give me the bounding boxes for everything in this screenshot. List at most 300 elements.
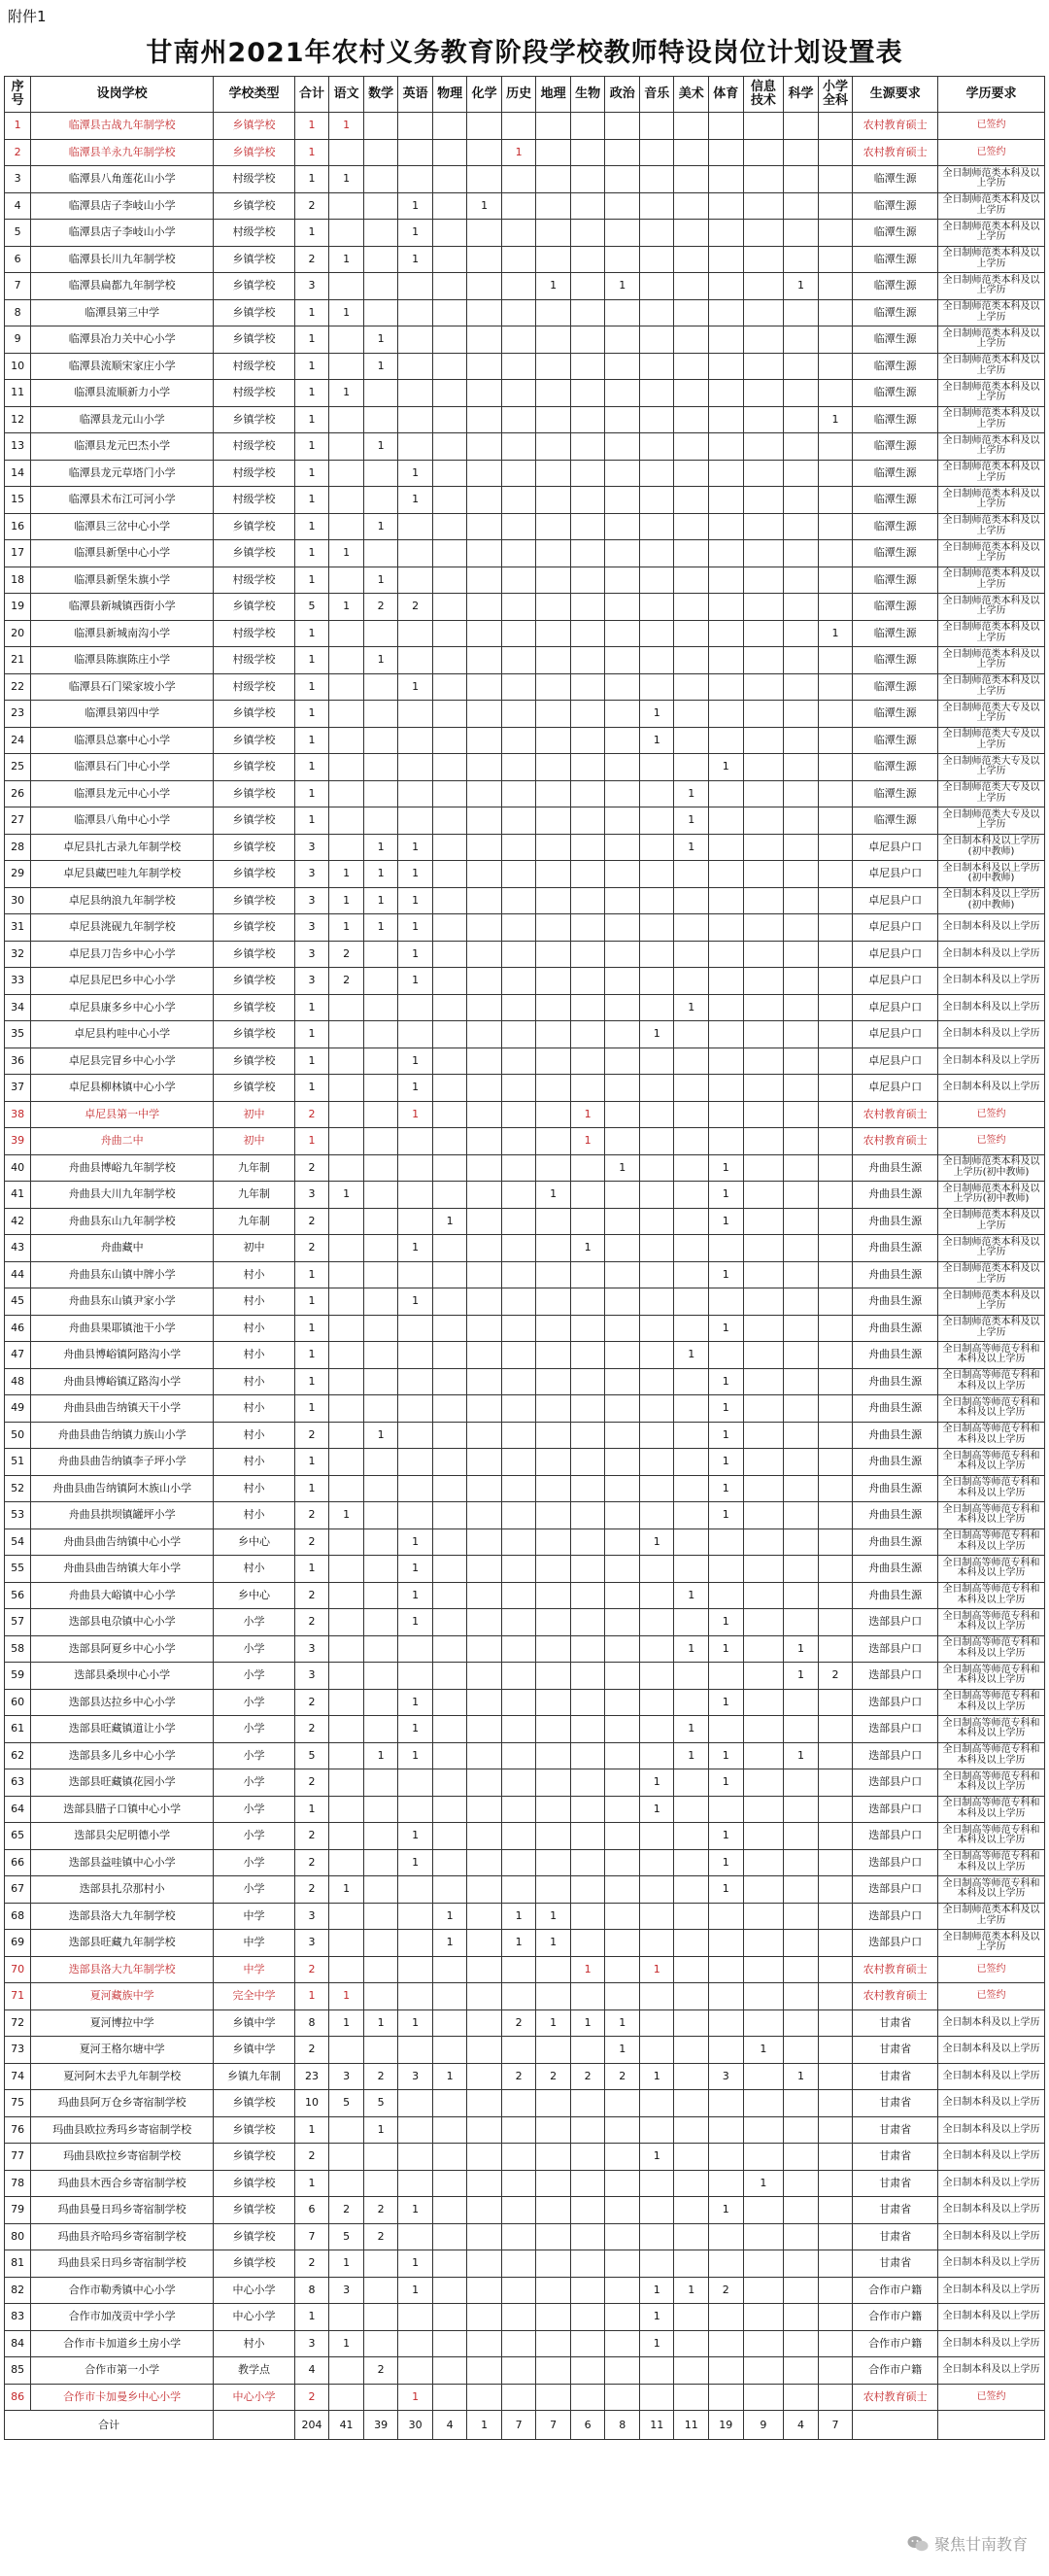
table-cell (605, 1288, 640, 1316)
table-cell: 全日制高等师范专科和本科及以上学历 (938, 1876, 1045, 1904)
table-cell: 3 (294, 1635, 329, 1663)
table-cell (432, 540, 467, 567)
table-cell (536, 1689, 571, 1716)
table-cell: 乡镇学校 (214, 887, 295, 914)
table-cell (639, 1475, 674, 1502)
table-cell (674, 2116, 709, 2144)
table-cell: 临潭县三岔中心小学 (31, 513, 214, 540)
table-cell: 全日制高等师范专科和本科及以上学历 (938, 1663, 1045, 1690)
table-cell: 舟曲县生源 (853, 1288, 938, 1316)
table-cell: 1 (294, 1796, 329, 1823)
table-cell (743, 1663, 784, 1690)
table-cell: 1 (708, 1502, 743, 1529)
table-cell: 村小 (214, 1422, 295, 1449)
table-cell (432, 2090, 467, 2117)
table-cell (743, 1716, 784, 1743)
table-cell (467, 433, 502, 461)
table-cell (784, 1422, 819, 1449)
table-cell (784, 2277, 819, 2304)
table-cell: 1 (708, 1769, 743, 1797)
table-cell (639, 2357, 674, 2385)
table-cell: 合作市户籍 (853, 2277, 938, 2304)
table-cell (467, 1796, 502, 1823)
table-cell (329, 273, 364, 300)
table-cell: 临潭县龙元山小学 (31, 406, 214, 433)
table-cell: 1 (329, 914, 364, 942)
table-cell (674, 1663, 709, 1690)
table-cell (467, 220, 502, 247)
table-cell: 2 (398, 594, 433, 621)
table-cell (784, 380, 819, 407)
table-cell: 临潭生源 (853, 460, 938, 487)
table-cell: 1 (363, 914, 398, 942)
table-cell (501, 1449, 536, 1476)
table-cell: 85 (5, 2357, 31, 2385)
table-cell: 舟曲县生源 (853, 1582, 938, 1609)
table-cell (501, 1796, 536, 1823)
table-cell (818, 487, 853, 514)
table-cell: 中心小学 (214, 2277, 295, 2304)
table-cell (784, 1956, 819, 1983)
table-cell (743, 273, 784, 300)
table-cell: 1 (294, 1288, 329, 1316)
table-cell (605, 1315, 640, 1342)
table-cell (639, 1048, 674, 1075)
table-cell (784, 487, 819, 514)
table-cell: 23 (5, 701, 31, 728)
table-cell: 卓尼县户口 (853, 1048, 938, 1075)
table-cell (784, 1208, 819, 1235)
table-cell (674, 1930, 709, 1957)
table-cell (818, 1796, 853, 1823)
table-cell (363, 1716, 398, 1743)
table-cell (818, 1956, 853, 1983)
table-cell (708, 2009, 743, 2037)
table-cell (605, 192, 640, 220)
table-cell: 3 (294, 861, 329, 888)
table-cell: 69 (5, 1930, 31, 1957)
table-cell (784, 1128, 819, 1155)
table-cell (570, 326, 605, 354)
table-cell (536, 166, 571, 193)
table-row (5, 2116, 1045, 2144)
table-cell (398, 2116, 433, 2144)
table-cell: 1 (674, 1582, 709, 1609)
table-cell (501, 2357, 536, 2385)
table-cell: 1 (639, 727, 674, 754)
table-cell: 甘肃省 (853, 2197, 938, 2224)
table-cell: 村小 (214, 1315, 295, 1342)
table-cell: 1 (639, 1021, 674, 1048)
table-cell: 1 (432, 1903, 467, 1930)
table-cell: 1 (708, 1315, 743, 1342)
table-cell: 临潭生源 (853, 380, 938, 407)
table-cell (432, 433, 467, 461)
table-cell: 2 (294, 1235, 329, 1262)
table-cell (605, 1502, 640, 1529)
table-row (5, 2144, 1045, 2171)
table-cell: 村级学校 (214, 166, 295, 193)
table-cell (467, 1502, 502, 1529)
table-cell (570, 834, 605, 861)
table-cell (639, 406, 674, 433)
table-cell (363, 1075, 398, 1102)
table-cell (501, 1475, 536, 1502)
table-cell (708, 673, 743, 701)
table-cell (674, 1261, 709, 1288)
table-cell (432, 647, 467, 674)
table-cell (605, 1449, 640, 1476)
table-cell: 1 (501, 139, 536, 166)
table-cell (743, 2009, 784, 2037)
table-cell (329, 1288, 364, 1316)
table-cell (639, 2384, 674, 2411)
table-cell: 舟曲县大峪镇中心小学 (31, 1582, 214, 1609)
table-cell (398, 2357, 433, 2385)
table-cell: 1 (708, 1395, 743, 1423)
table-cell (570, 673, 605, 701)
table-cell (605, 433, 640, 461)
table-cell (432, 727, 467, 754)
table-cell: 全日制师范类大专及以上学历 (938, 701, 1045, 728)
table-cell (432, 2116, 467, 2144)
table-cell: 全日制高等师范专科和本科及以上学历 (938, 1475, 1045, 1502)
table-cell: 1 (674, 1342, 709, 1369)
table-cell (329, 1930, 364, 1957)
table-row (5, 1154, 1045, 1182)
table-row (5, 460, 1045, 487)
table-cell (432, 2250, 467, 2278)
table-cell: 1 (639, 2144, 674, 2171)
table-cell: 76 (5, 2116, 31, 2144)
table-cell: 迭部县户口 (853, 1903, 938, 1930)
table-cell (536, 299, 571, 326)
table-cell (818, 540, 853, 567)
table-cell (818, 807, 853, 835)
table-cell (818, 460, 853, 487)
table-cell (329, 2037, 364, 2064)
table-row (5, 2170, 1045, 2197)
table-cell (570, 2037, 605, 2064)
table-cell (398, 754, 433, 781)
table-cell (536, 1528, 571, 1556)
table-row (5, 1609, 1045, 1636)
table-cell (674, 2063, 709, 2090)
table-cell (329, 1582, 364, 1609)
table-cell (467, 1582, 502, 1609)
table-cell (329, 1556, 364, 1583)
table-cell (536, 1422, 571, 1449)
column-header: 生物 (570, 77, 605, 113)
table-cell: 村小 (214, 1475, 295, 1502)
table-cell (570, 166, 605, 193)
table-cell (570, 1208, 605, 1235)
table-cell (708, 1903, 743, 1930)
table-cell (432, 2009, 467, 2037)
table-cell: 3 (294, 2330, 329, 2357)
table-cell: 全日制本科及以上学历 (938, 2037, 1045, 2064)
table-cell: 临潭生源 (853, 220, 938, 247)
table-cell (743, 1101, 784, 1128)
table-cell (536, 1823, 571, 1850)
table-cell: 75 (5, 2090, 31, 2117)
table-cell (784, 861, 819, 888)
table-cell (329, 994, 364, 1021)
table-cell: 66 (5, 1849, 31, 1876)
table-cell: 16 (5, 513, 31, 540)
table-cell: 临潭县扁都九年制学校 (31, 273, 214, 300)
table-cell (639, 433, 674, 461)
table-cell (363, 246, 398, 273)
table-cell: 56 (5, 1582, 31, 1609)
table-cell (674, 166, 709, 193)
table-cell (708, 1556, 743, 1583)
table-cell (570, 994, 605, 1021)
table-cell (605, 861, 640, 888)
table-cell (708, 1663, 743, 1690)
table-cell: 小学 (214, 1609, 295, 1636)
table-cell (398, 273, 433, 300)
table-cell (605, 2357, 640, 2385)
table-cell (743, 1823, 784, 1850)
table-cell (674, 2384, 709, 2411)
table-cell: 1 (398, 2197, 433, 2224)
table-cell: 1 (329, 2250, 364, 2278)
table-cell (570, 1903, 605, 1930)
table-cell (536, 1769, 571, 1797)
table-row (5, 380, 1045, 407)
table-cell: 1 (294, 620, 329, 647)
table-cell: 17 (5, 540, 31, 567)
table-cell (708, 2116, 743, 2144)
table-cell: 1 (818, 406, 853, 433)
table-cell: 甘肃省 (853, 2009, 938, 2037)
table-cell (467, 754, 502, 781)
table-cell: 6 (5, 246, 31, 273)
table-cell (605, 2384, 640, 2411)
table-cell (605, 2197, 640, 2224)
table-cell (501, 780, 536, 807)
table-cell (363, 1368, 398, 1395)
table-cell (432, 487, 467, 514)
annex-label: 附件1 (8, 8, 47, 25)
table-cell (605, 166, 640, 193)
table-cell (743, 701, 784, 728)
table-cell: 1 (294, 487, 329, 514)
table-cell: 玛曲县阿万仓乡寄宿制学校 (31, 2090, 214, 2117)
table-cell (398, 1021, 433, 1048)
table-cell (467, 914, 502, 942)
table-cell: 1 (398, 1609, 433, 1636)
table-cell (784, 1502, 819, 1529)
table-cell (605, 1823, 640, 1850)
table-cell (639, 1876, 674, 1904)
table-cell (570, 914, 605, 942)
table-cell (743, 406, 784, 433)
table-cell: 乡镇学校 (214, 1021, 295, 1048)
table-cell (743, 994, 784, 1021)
table-cell (818, 1742, 853, 1769)
table-cell (432, 1048, 467, 1075)
table-cell: 2 (501, 2063, 536, 2090)
table-cell: 玛曲县曼日玛乡寄宿制学校 (31, 2197, 214, 2224)
table-cell (398, 113, 433, 140)
table-row (5, 1742, 1045, 1769)
table-cell (639, 1342, 674, 1369)
table-row (5, 192, 1045, 220)
table-cell (501, 353, 536, 380)
table-cell (818, 1582, 853, 1609)
table-cell (784, 914, 819, 942)
table-cell: 卓尼县户口 (853, 941, 938, 968)
table-cell (432, 299, 467, 326)
table-cell: 卓尼县尼巴乡中心小学 (31, 968, 214, 995)
table-cell: 1 (294, 326, 329, 354)
table-cell (501, 1422, 536, 1449)
table-cell (818, 1235, 853, 1262)
table-cell: 2 (294, 2250, 329, 2278)
table-cell (467, 1689, 502, 1716)
table-cell (605, 460, 640, 487)
table-cell (708, 2357, 743, 2385)
table-cell (432, 1849, 467, 1876)
table-cell (743, 1288, 784, 1316)
table-cell (639, 2197, 674, 2224)
table-cell (398, 380, 433, 407)
table-cell: 1 (398, 1742, 433, 1769)
table-cell: 1 (674, 807, 709, 835)
table-cell: 1 (501, 1930, 536, 1957)
table-cell (708, 2223, 743, 2250)
table-cell: 全日制高等师范专科和本科及以上学历 (938, 1769, 1045, 1797)
table-cell (674, 113, 709, 140)
table-cell (501, 1582, 536, 1609)
table-cell: 1 (398, 1528, 433, 1556)
table-cell (784, 1823, 819, 1850)
table-cell: 中学 (214, 1903, 295, 1930)
table-cell: 1 (708, 1849, 743, 1876)
table-row (5, 941, 1045, 968)
table-cell (674, 968, 709, 995)
table-cell (536, 1742, 571, 1769)
table-cell: 舟曲县博峪镇阿路沟小学 (31, 1342, 214, 1369)
table-cell (784, 1101, 819, 1128)
table-cell (818, 166, 853, 193)
table-cell: 1 (363, 353, 398, 380)
table-cell (605, 1475, 640, 1502)
header-row (5, 77, 1045, 113)
table-row (5, 1021, 1045, 1048)
table-cell: 1 (398, 220, 433, 247)
table-cell (363, 2384, 398, 2411)
table-cell (329, 1315, 364, 1342)
table-cell (784, 353, 819, 380)
table-cell: 1 (708, 1609, 743, 1636)
table-cell: 临潭生源 (853, 246, 938, 273)
table-row (5, 406, 1045, 433)
table-cell (536, 1609, 571, 1636)
table-row (5, 807, 1045, 835)
table-cell (432, 513, 467, 540)
table-cell (818, 1475, 853, 1502)
table-cell (818, 326, 853, 354)
table-cell (784, 1048, 819, 1075)
table-cell: 卓尼县藏巴哇九年制学校 (31, 861, 214, 888)
table-cell (743, 113, 784, 140)
table-cell (674, 1983, 709, 2010)
table-cell (639, 1315, 674, 1342)
table-cell: 1 (784, 273, 819, 300)
table-cell: 农村教育硕士 (853, 1128, 938, 1155)
table-cell (784, 2116, 819, 2144)
table-row (5, 326, 1045, 354)
table-cell (467, 1422, 502, 1449)
table-cell (818, 299, 853, 326)
table-cell (570, 220, 605, 247)
table-cell: 乡镇学校 (214, 1075, 295, 1102)
table-cell (605, 246, 640, 273)
table-cell (363, 1101, 398, 1128)
table-cell (639, 1716, 674, 1743)
table-cell: 九年制 (214, 1208, 295, 1235)
table-cell (639, 861, 674, 888)
table-cell (605, 1689, 640, 1716)
table-cell (467, 2250, 502, 2278)
table-cell (784, 1769, 819, 1797)
table-cell (398, 2223, 433, 2250)
table-cell (398, 1395, 433, 1423)
table-cell (605, 2090, 640, 2117)
table-cell (363, 1395, 398, 1423)
table-cell (605, 1021, 640, 1048)
table-cell (674, 914, 709, 942)
table-cell (363, 1261, 398, 1288)
column-header: 音乐 (639, 77, 674, 113)
table-cell (674, 273, 709, 300)
table-cell (605, 139, 640, 166)
table-cell: 1 (329, 1182, 364, 1209)
table-cell: 临潭生源 (853, 406, 938, 433)
table-row (5, 780, 1045, 807)
table-cell (743, 1635, 784, 1663)
table-cell (536, 487, 571, 514)
table-row (5, 1903, 1045, 1930)
table-cell (329, 834, 364, 861)
table-cell (501, 1235, 536, 1262)
total-cell: 30 (398, 2411, 433, 2440)
table-cell: 已签约 (938, 1128, 1045, 1155)
table-cell (605, 1368, 640, 1395)
table-cell (743, 2304, 784, 2331)
table-cell (363, 1582, 398, 1609)
table-cell (639, 1101, 674, 1128)
table-cell: 临潭生源 (853, 353, 938, 380)
table-cell (784, 540, 819, 567)
table-cell (674, 1903, 709, 1930)
table-cell (570, 487, 605, 514)
table-cell: 63 (5, 1769, 31, 1797)
table-cell (708, 2384, 743, 2411)
table-cell (674, 567, 709, 594)
table-cell: 迭部县洛大九年制学校 (31, 1956, 214, 1983)
table-cell (501, 192, 536, 220)
table-cell: 3 (294, 1182, 329, 1209)
table-cell (818, 192, 853, 220)
table-cell (674, 673, 709, 701)
table-cell (818, 139, 853, 166)
table-cell (605, 701, 640, 728)
table-cell: 4 (294, 2357, 329, 2385)
